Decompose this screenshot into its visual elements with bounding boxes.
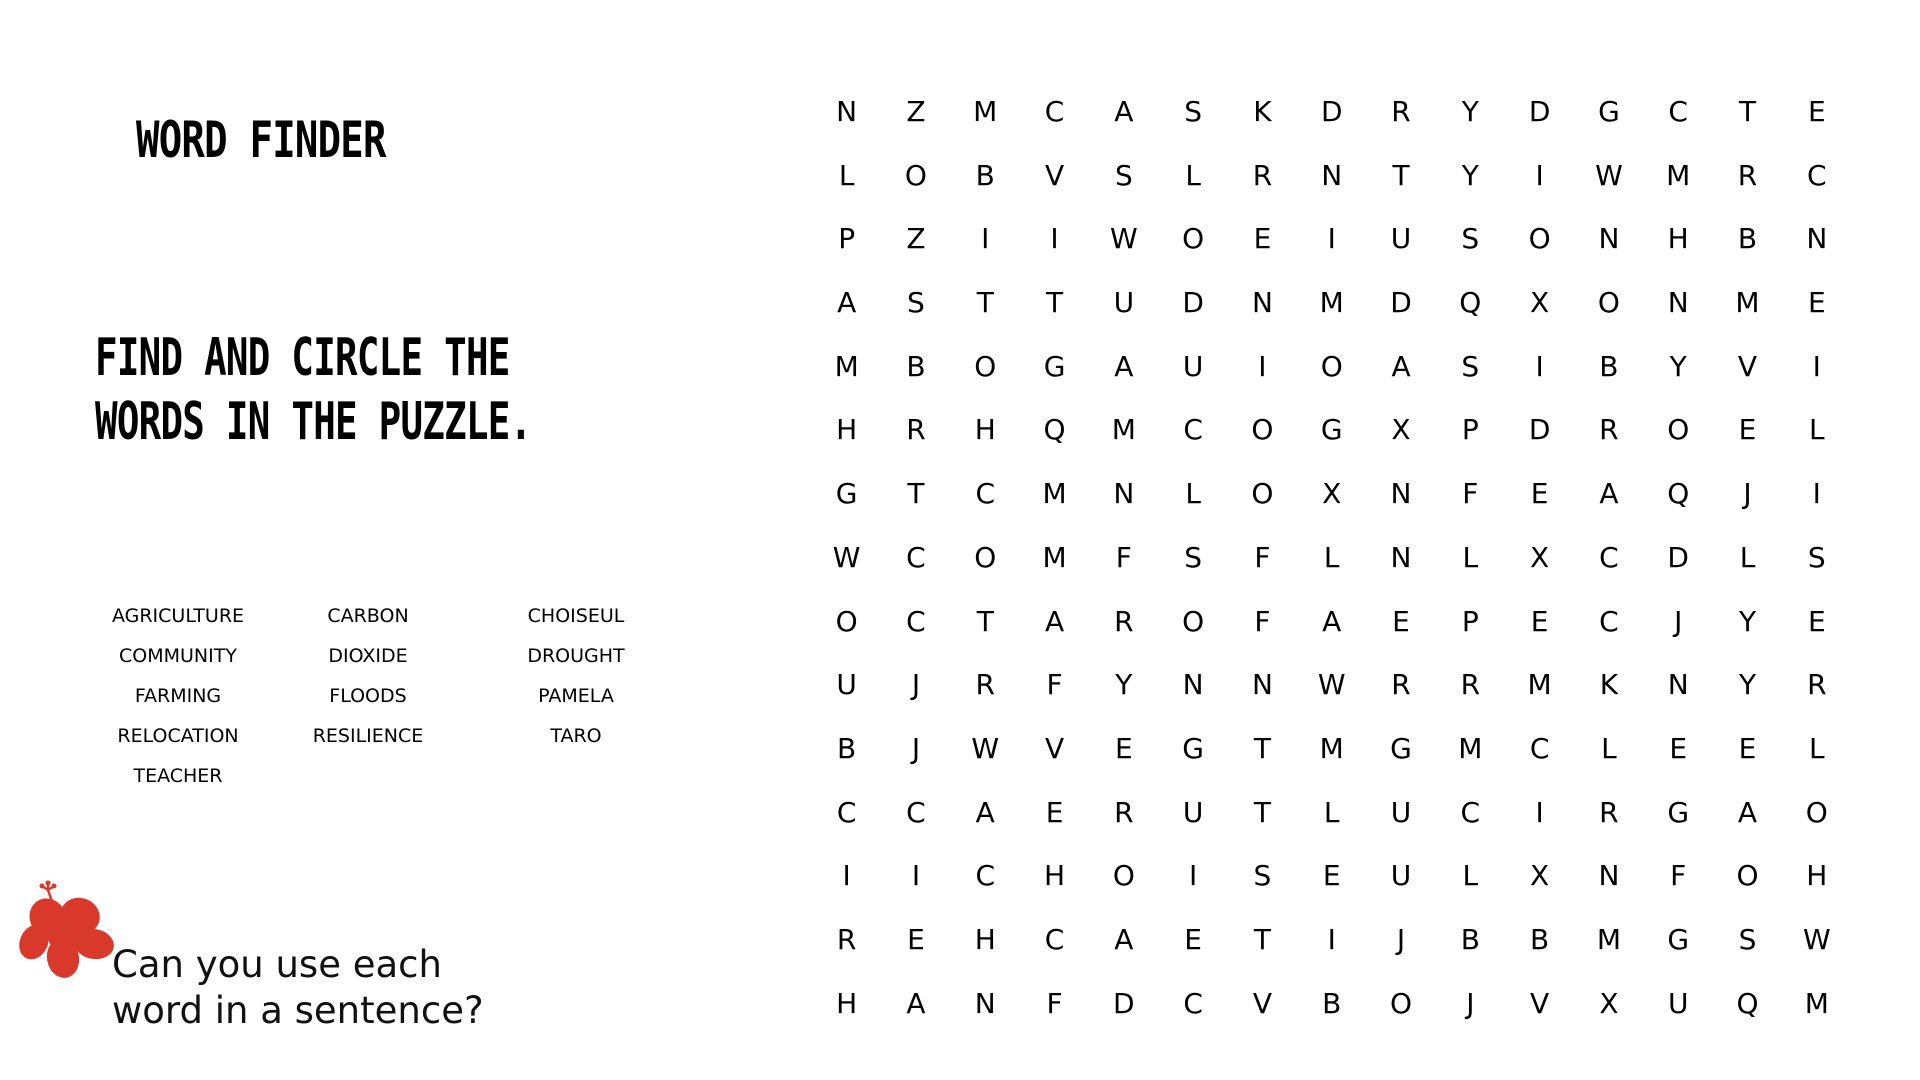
grid-letter[interactable]: J bbox=[1743, 477, 1752, 511]
grid-letter[interactable]: L bbox=[1323, 795, 1340, 829]
grid-letter[interactable]: E bbox=[1392, 604, 1410, 638]
grid-letter[interactable]: D bbox=[1320, 95, 1343, 128]
grid-letter[interactable]: J bbox=[911, 668, 921, 702]
grid-letter[interactable]: C bbox=[906, 795, 926, 829]
grid-letter[interactable]: X bbox=[1530, 540, 1550, 574]
grid-letter[interactable]: G bbox=[1598, 95, 1620, 128]
grid-letter[interactable]: P bbox=[838, 222, 856, 256]
grid-letter[interactable]: Q bbox=[1459, 286, 1482, 320]
grid-letter[interactable]: M bbox=[1735, 286, 1760, 320]
grid-letter[interactable]: L bbox=[1462, 540, 1479, 574]
grid-letter[interactable]: B bbox=[975, 158, 995, 192]
grid-letter[interactable]: M bbox=[1527, 668, 1552, 702]
grid-letter[interactable]: I bbox=[1812, 349, 1821, 383]
grid-letter[interactable]: A bbox=[1391, 349, 1411, 383]
grid-letter[interactable]: O bbox=[1251, 477, 1274, 511]
grid-letter[interactable]: G bbox=[1667, 922, 1690, 956]
word-list-item: FLOODS bbox=[329, 685, 407, 707]
grid-letter[interactable]: Y bbox=[1669, 349, 1687, 383]
word-list-item: TEACHER bbox=[133, 765, 223, 787]
grid-letter[interactable]: F bbox=[1670, 859, 1687, 893]
grid-letter[interactable]: C bbox=[836, 795, 857, 829]
grid-letter[interactable]: E bbox=[1669, 731, 1688, 765]
grid-letter[interactable]: O bbox=[1251, 413, 1274, 447]
grid-letter[interactable]: N bbox=[1113, 477, 1135, 511]
grid-letter[interactable]: O bbox=[1805, 795, 1828, 829]
grid-letter[interactable]: N bbox=[1598, 859, 1620, 893]
grid-letter[interactable]: N bbox=[836, 95, 858, 128]
grid-letter[interactable]: L bbox=[1601, 731, 1617, 765]
grid-letter[interactable]: N bbox=[1390, 477, 1412, 511]
grid-letter[interactable]: E bbox=[1738, 731, 1757, 765]
grid-letter[interactable]: C bbox=[1460, 795, 1481, 829]
word-list-item: RESILIENCE bbox=[312, 725, 424, 747]
grid-letter[interactable]: T bbox=[976, 604, 994, 638]
grid-letter[interactable]: K bbox=[1599, 668, 1619, 702]
grid-letter[interactable]: B bbox=[1460, 922, 1480, 956]
grid-letter[interactable]: G bbox=[1667, 795, 1690, 829]
grid-letter[interactable]: Y bbox=[1461, 158, 1479, 192]
grid-letter[interactable]: O bbox=[1320, 349, 1343, 383]
grid-letter[interactable]: Z bbox=[906, 95, 926, 128]
grid-letter[interactable]: E bbox=[1530, 604, 1549, 638]
grid-letter[interactable]: Q bbox=[1043, 413, 1066, 447]
grid-letter[interactable]: N bbox=[1806, 222, 1828, 256]
word-list-item: TARO bbox=[550, 725, 602, 747]
grid-letter[interactable]: E bbox=[1807, 95, 1826, 128]
word-list-item: CARBON bbox=[327, 605, 409, 627]
grid-letter[interactable]: O bbox=[1182, 222, 1205, 256]
grid-letter[interactable]: F bbox=[1115, 540, 1132, 574]
grid-letter[interactable]: M bbox=[973, 95, 998, 128]
grid-letter[interactable]: C bbox=[1183, 986, 1203, 1020]
grid-letter[interactable]: W bbox=[1595, 158, 1623, 192]
grid-letter[interactable]: U bbox=[836, 668, 857, 702]
word-list-item: FARMING bbox=[134, 685, 222, 707]
grid-letter[interactable]: C bbox=[1668, 95, 1688, 128]
grid-letter[interactable]: O bbox=[1182, 604, 1205, 638]
word-search-grid[interactable] bbox=[812, 80, 1851, 1035]
word-list-item: DROUGHT bbox=[527, 645, 625, 667]
grid-letter[interactable]: U bbox=[1182, 795, 1204, 829]
grid-letter[interactable]: H bbox=[1044, 859, 1066, 893]
grid-letter[interactable]: C bbox=[1183, 413, 1203, 447]
grid-letter[interactable]: Z bbox=[906, 222, 926, 256]
grid-letter[interactable]: I bbox=[1812, 477, 1821, 511]
grid-letter[interactable]: O bbox=[1736, 859, 1759, 893]
grid-letter[interactable]: T bbox=[1045, 286, 1064, 320]
grid-letter[interactable]: S bbox=[1114, 158, 1133, 192]
grid-letter[interactable]: T bbox=[907, 477, 925, 511]
prompt-text: Can you use each word in a sentence? bbox=[112, 943, 484, 1032]
grid-letter[interactable]: U bbox=[1113, 286, 1135, 320]
grid-letter[interactable]: X bbox=[1599, 986, 1619, 1020]
grid-letter[interactable]: M bbox=[1111, 413, 1136, 447]
grid-letter[interactable]: N bbox=[1667, 286, 1689, 320]
grid-letter[interactable]: C bbox=[1807, 158, 1827, 192]
grid-letter[interactable]: M bbox=[1666, 158, 1691, 192]
grid-letter[interactable]: R bbox=[1737, 158, 1758, 192]
grid-letter[interactable]: V bbox=[1530, 986, 1550, 1020]
grid-letter[interactable]: M bbox=[834, 349, 859, 383]
grid-letter[interactable]: N bbox=[1321, 158, 1343, 192]
grid-letter[interactable]: B bbox=[837, 731, 857, 765]
grid-letter[interactable]: W bbox=[971, 731, 1000, 765]
grid-letter[interactable]: R bbox=[1460, 668, 1481, 702]
grid-letter[interactable]: I bbox=[842, 859, 851, 893]
grid-letter[interactable]: N bbox=[1251, 668, 1273, 702]
grid-letter[interactable]: E bbox=[1738, 413, 1757, 447]
grid-letter[interactable]: E bbox=[1530, 477, 1549, 511]
grid-letter[interactable]: A bbox=[837, 286, 857, 320]
grid-letter[interactable]: S bbox=[1253, 859, 1272, 893]
grid-letter[interactable]: W bbox=[1802, 922, 1831, 956]
grid-letter[interactable]: C bbox=[1529, 731, 1550, 765]
grid-letter[interactable]: T bbox=[1253, 922, 1271, 956]
grid-letter[interactable]: U bbox=[1390, 795, 1412, 829]
grid-letter[interactable]: L bbox=[1462, 859, 1479, 893]
grid-letter[interactable]: M bbox=[1319, 731, 1344, 765]
grid-letter[interactable]: T bbox=[1253, 795, 1271, 829]
grid-letter[interactable]: E bbox=[1807, 286, 1826, 320]
grid-letter[interactable]: L bbox=[1323, 540, 1340, 574]
grid-letter[interactable]: N bbox=[1598, 222, 1620, 256]
grid-letter[interactable]: G bbox=[1182, 731, 1204, 765]
grid-letter[interactable]: S bbox=[907, 286, 925, 320]
grid-letter[interactable]: Y bbox=[1738, 604, 1757, 638]
grid-letter[interactable]: C bbox=[1599, 604, 1619, 638]
word-list-item: COMMUNITY bbox=[119, 645, 237, 667]
grid-letter[interactable]: I bbox=[1050, 222, 1059, 256]
grid-letter[interactable]: L bbox=[1185, 477, 1201, 511]
grid-letter[interactable]: R bbox=[1391, 668, 1411, 702]
grid-letter[interactable]: M bbox=[1458, 731, 1483, 765]
grid-letter[interactable]: M bbox=[1042, 477, 1067, 511]
grid-letter[interactable]: J bbox=[1396, 922, 1406, 956]
grid-letter[interactable]: O bbox=[1667, 413, 1690, 447]
grid-letter[interactable]: Y bbox=[1461, 95, 1479, 128]
grid-letter[interactable]: S bbox=[1184, 95, 1203, 128]
word-list-item: DIOXIDE bbox=[328, 645, 408, 667]
grid-letter[interactable]: W bbox=[1317, 668, 1346, 702]
grid-letter[interactable]: B bbox=[1737, 222, 1758, 256]
grid-letter[interactable]: R bbox=[836, 922, 857, 956]
grid-letter[interactable]: J bbox=[911, 731, 921, 765]
grid-letter[interactable]: M bbox=[1319, 286, 1344, 320]
grid-letter[interactable]: L bbox=[1739, 540, 1756, 574]
grid-letter[interactable]: E bbox=[1114, 731, 1133, 765]
grid-letter[interactable]: J bbox=[1466, 986, 1475, 1020]
grid-letter[interactable]: W bbox=[832, 540, 861, 574]
grid-letter[interactable]: O bbox=[1112, 859, 1135, 893]
grid-letter[interactable]: M bbox=[1804, 986, 1829, 1020]
grid-letter[interactable]: O bbox=[974, 540, 997, 574]
grid-letter[interactable]: A bbox=[1114, 922, 1134, 956]
grid-letter[interactable]: C bbox=[1599, 540, 1619, 574]
grid-letter[interactable]: X bbox=[1530, 286, 1550, 320]
grid-letter[interactable]: E bbox=[1253, 222, 1272, 256]
grid-letter[interactable]: H bbox=[974, 413, 996, 447]
grid-letter[interactable]: L bbox=[1185, 158, 1201, 192]
grid-letter[interactable]: A bbox=[1114, 349, 1134, 383]
word-list-item: PAMELA bbox=[538, 685, 614, 707]
grid-letter[interactable]: D bbox=[1113, 986, 1135, 1020]
grid-letter[interactable]: R bbox=[1114, 795, 1134, 829]
hibiscus-flower-icon bbox=[18, 880, 122, 980]
instructions-line: WORDS IN THE PUZZLE. bbox=[95, 392, 532, 452]
grid-letter[interactable]: A bbox=[1114, 95, 1134, 128]
word-list bbox=[100, 596, 660, 796]
instructions bbox=[95, 326, 531, 454]
grid-letter[interactable]: I bbox=[1535, 158, 1544, 192]
grid-letter[interactable]: L bbox=[1809, 731, 1825, 765]
grid-letter[interactable]: I bbox=[911, 859, 921, 893]
grid-letter[interactable]: P bbox=[1461, 604, 1479, 638]
grid-letter[interactable]: H bbox=[836, 986, 858, 1020]
grid-letter[interactable]: M bbox=[1042, 540, 1067, 574]
grid-letter[interactable]: R bbox=[906, 413, 926, 447]
grid-letter[interactable]: R bbox=[1252, 158, 1273, 192]
grid-letter[interactable]: A bbox=[1322, 604, 1342, 638]
grid-letter[interactable]: R bbox=[1391, 95, 1411, 128]
grid-letter[interactable]: E bbox=[1807, 604, 1826, 638]
grid-letter[interactable]: O bbox=[1597, 286, 1620, 320]
grid-letter[interactable]: T bbox=[976, 286, 994, 320]
grid-letter[interactable]: C bbox=[1044, 95, 1065, 128]
grid-letter[interactable]: N bbox=[1667, 668, 1689, 702]
grid-letter[interactable]: H bbox=[836, 413, 858, 447]
grid-letter[interactable]: H bbox=[1667, 222, 1689, 256]
grid-letter[interactable]: I bbox=[1327, 922, 1336, 956]
grid-letter[interactable]: N bbox=[1251, 286, 1273, 320]
grid-letter[interactable]: V bbox=[1252, 986, 1272, 1020]
grid-letter[interactable]: I bbox=[1189, 859, 1198, 893]
grid-letter[interactable]: R bbox=[975, 668, 995, 702]
grid-letter[interactable]: Q bbox=[1667, 477, 1690, 511]
grid-letter[interactable]: S bbox=[1738, 922, 1757, 956]
grid-letter[interactable]: U bbox=[1390, 222, 1412, 256]
grid-letter[interactable]: A bbox=[1737, 795, 1758, 829]
grid-letter[interactable]: S bbox=[1461, 349, 1480, 383]
grid-letter[interactable]: R bbox=[1599, 795, 1619, 829]
grid-letter[interactable]: I bbox=[1535, 795, 1544, 829]
grid-letter[interactable]: G bbox=[1043, 349, 1066, 383]
grid-letter[interactable]: B bbox=[1322, 986, 1342, 1020]
grid-letter[interactable]: U bbox=[1667, 986, 1689, 1020]
grid-letter[interactable]: B bbox=[906, 349, 926, 383]
grid-letter[interactable]: L bbox=[1809, 413, 1825, 447]
grid-letter[interactable]: V bbox=[1044, 731, 1065, 765]
grid-letter[interactable]: C bbox=[906, 540, 926, 574]
grid-letter[interactable]: O bbox=[974, 349, 997, 383]
grid-letter[interactable]: D bbox=[1667, 540, 1689, 574]
grid-letter[interactable]: D bbox=[1528, 413, 1551, 447]
grid-letter[interactable]: V bbox=[1044, 158, 1065, 192]
grid-letter[interactable]: V bbox=[1737, 349, 1758, 383]
grid-letter[interactable]: C bbox=[975, 859, 996, 893]
grid-letter[interactable]: E bbox=[907, 922, 925, 956]
grid-letter[interactable]: A bbox=[1044, 604, 1065, 638]
grid-letter[interactable]: W bbox=[1109, 222, 1138, 256]
grid-letter[interactable]: G bbox=[1390, 731, 1412, 765]
grid-letter[interactable]: J bbox=[1674, 604, 1683, 638]
grid-letter[interactable]: N bbox=[1390, 540, 1412, 574]
grid-letter[interactable]: E bbox=[1322, 859, 1341, 893]
grid-letter[interactable]: F bbox=[1254, 540, 1271, 574]
grid-letter[interactable]: D bbox=[1182, 286, 1204, 320]
grid-letter[interactable]: U bbox=[1390, 859, 1412, 893]
grid-letter[interactable]: S bbox=[1461, 222, 1480, 256]
grid-letter[interactable]: C bbox=[975, 477, 996, 511]
grid-letter[interactable]: E bbox=[1184, 922, 1202, 956]
grid-letter[interactable]: N bbox=[1182, 668, 1204, 702]
grid-letter[interactable]: B bbox=[1599, 349, 1619, 383]
grid-letter[interactable]: Y bbox=[1115, 668, 1133, 702]
grid-letter[interactable]: T bbox=[1392, 158, 1410, 192]
grid-letter[interactable]: O bbox=[904, 158, 927, 192]
grid-letter[interactable]: F bbox=[1046, 668, 1063, 702]
word-list-item: RELOCATION bbox=[117, 725, 239, 747]
grid-letter[interactable]: O bbox=[1390, 986, 1413, 1020]
grid-letter[interactable]: S bbox=[1807, 540, 1826, 574]
grid-letter[interactable]: K bbox=[1253, 95, 1272, 128]
page-title: WORD FINDER bbox=[136, 111, 386, 169]
grid-letter[interactable]: G bbox=[1320, 413, 1343, 447]
word-list-item: AGRICULTURE bbox=[111, 605, 245, 627]
grid-letter[interactable]: A bbox=[975, 795, 995, 829]
grid-letter[interactable]: I bbox=[1258, 349, 1267, 383]
grid-letter[interactable]: F bbox=[1254, 604, 1271, 638]
grid-letter[interactable]: N bbox=[974, 986, 996, 1020]
grid-letter[interactable]: T bbox=[1738, 95, 1757, 128]
grid-letter[interactable]: S bbox=[1184, 540, 1203, 574]
grid-letter[interactable]: I bbox=[1535, 349, 1544, 383]
word-list-item: CHOISEUL bbox=[527, 605, 625, 627]
grid-letter[interactable]: M bbox=[1596, 922, 1621, 956]
grid-letter[interactable]: Q bbox=[1736, 986, 1759, 1020]
grid-letter[interactable]: H bbox=[1806, 859, 1828, 893]
grid-letter[interactable]: P bbox=[1461, 413, 1479, 447]
grid-letter[interactable]: C bbox=[906, 604, 926, 638]
grid-letter[interactable]: A bbox=[906, 986, 926, 1020]
grid-letter[interactable]: G bbox=[835, 477, 858, 511]
grid-letter[interactable]: I bbox=[981, 222, 990, 256]
grid-letter[interactable]: D bbox=[1390, 286, 1412, 320]
grid-letter[interactable]: R bbox=[1114, 604, 1134, 638]
grid-letter[interactable]: H bbox=[974, 922, 996, 956]
grid-letter[interactable]: F bbox=[1046, 986, 1063, 1020]
grid-letter[interactable]: T bbox=[1253, 731, 1271, 765]
grid-letter[interactable]: I bbox=[1327, 222, 1336, 256]
grid-letter[interactable]: E bbox=[1045, 795, 1064, 829]
instructions-line: FIND AND CIRCLE THE bbox=[95, 328, 510, 388]
grid-letter[interactable]: L bbox=[838, 158, 855, 192]
grid-letter[interactable]: A bbox=[1599, 477, 1619, 511]
grid-letter[interactable]: U bbox=[1182, 349, 1204, 383]
grid-letter[interactable]: Y bbox=[1738, 668, 1757, 702]
grid-letter[interactable]: O bbox=[1528, 222, 1551, 256]
grid-letter[interactable]: R bbox=[1807, 668, 1827, 702]
grid-letter[interactable]: C bbox=[1044, 922, 1065, 956]
grid-letter[interactable]: X bbox=[1530, 859, 1550, 893]
grid-letter[interactable]: X bbox=[1322, 477, 1342, 511]
grid-letter[interactable]: F bbox=[1462, 477, 1479, 511]
grid-letter[interactable]: B bbox=[1530, 922, 1550, 956]
grid-letter[interactable]: D bbox=[1528, 95, 1551, 128]
grid-letter[interactable]: R bbox=[1599, 413, 1619, 447]
grid-letter[interactable]: O bbox=[835, 604, 858, 638]
grid-letter[interactable]: X bbox=[1391, 413, 1411, 447]
